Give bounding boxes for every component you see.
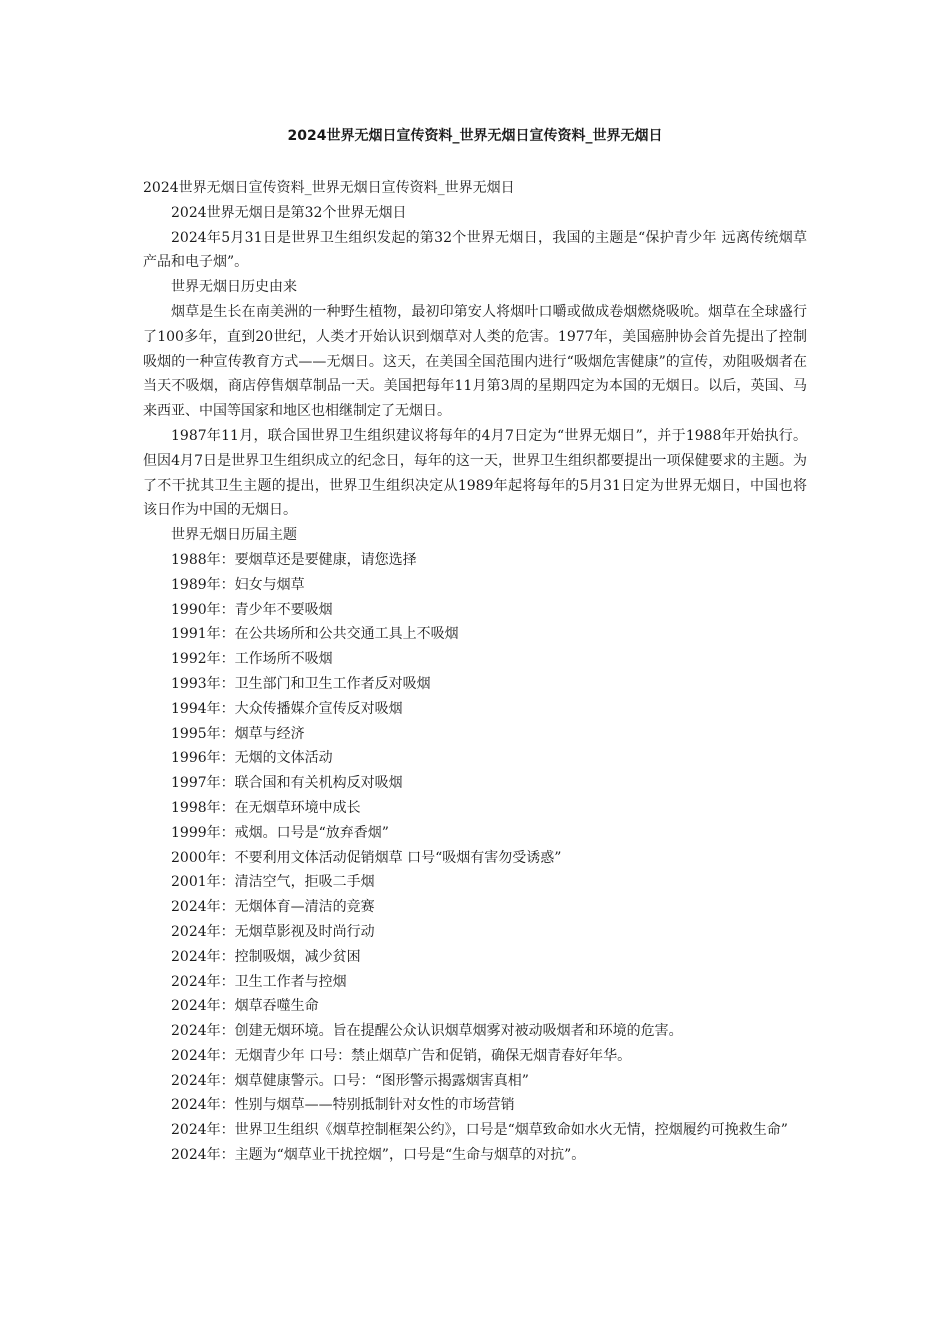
document-title: 2024世界无烟日宣传资料_世界无烟日宣传资料_世界无烟日 [287, 128, 663, 144]
document-subtitle: 2024世界无烟日宣传资料_世界无烟日宣传资料_世界无烟日 [143, 180, 515, 196]
theme-item: 2024年：无烟体育—清洁的竞赛 [171, 899, 375, 916]
theme-item: 1994年：大众传播媒介宣传反对吸烟 [171, 700, 403, 717]
theme-item: 2024年：控制吸烟，减少贫困 [171, 948, 361, 965]
theme-item: 1996年：无烟的文体活动 [171, 750, 333, 767]
theme-item: 1992年：工作场所不吸烟 [171, 651, 333, 668]
theme-item: 2024年：创建无烟环境。旨在提醒公众认识烟草烟雾对被动吸烟者和环境的危害。 [171, 1023, 683, 1040]
theme-item: 1995年：烟草与经济 [171, 725, 305, 742]
history-heading: 世界无烟日历史由来 [171, 279, 297, 296]
theme-item: 2024年：烟草健康警示。口号：“图形警示揭露烟害真相” [171, 1072, 529, 1089]
theme-item: 1991年：在公共场所和公共交通工具上不吸烟 [171, 626, 459, 643]
theme-item: 1988年：要烟草还是要健康，请您选择 [171, 551, 417, 568]
themes-heading: 世界无烟日历届主题 [171, 527, 297, 544]
theme-item: 2024年：烟草吞噬生命 [171, 998, 319, 1015]
theme-item: 2024年：无烟青少年 口号：禁止烟草广告和促销，确保无烟青春好年华。 [171, 1047, 632, 1064]
theme-item: 2024年：性别与烟草——特别抵制针对女性的市场营销 [171, 1097, 515, 1114]
theme-item: 2024年：无烟草影视及时尚行动 [171, 923, 375, 940]
theme-item: 2024年：主题为“烟草业干扰控烟”，口号是“生命与烟草的对抗”。 [171, 1147, 586, 1164]
theme-item: 2024年：卫生工作者与控烟 [171, 973, 347, 990]
theme-item: 2001年：清洁空气，拒吸二手烟 [171, 874, 375, 891]
theme-item: 1989年：妇女与烟草 [171, 576, 305, 593]
intro-heading: 2024世界无烟日是第32个世界无烟日 [171, 204, 407, 221]
theme-item: 1997年：联合国和有关机构反对吸烟 [171, 775, 403, 792]
intro-paragraph: 2024年5月31日是世界卫生组织发起的第32个世界无烟日，我国的主题是“保护青少年 远离传统烟草产品和电子烟”。 [143, 229, 807, 271]
history-paragraph-2: 1987年11月，联合国世界卫生组织建议将每年的4月7日定为“世界无烟日”，并于1988年开始执行。但因4月7日是世界卫生组织成立的纪念日，每年的这一天，世界卫生组织都要提出一项保健要求的主题。为了不干扰其卫生主题的提出，世界卫生组织决定从1989年起将每年的5月31日定为世界无烟日，中国也将该日作为中国的无烟日。 [143, 427, 807, 519]
theme-item: 1998年：在无烟草环境中成长 [171, 799, 361, 816]
theme-item: 1999年：戒烟。口号是“放弃香烟” [171, 824, 389, 841]
theme-item: 2000年：不要利用文体活动促销烟草 口号“吸烟有害勿受诱惑” [171, 849, 562, 866]
document-body [143, 176, 807, 1168]
theme-item: 2024年：世界卫生组织《烟草控制框架公约》，口号是“烟草致命如水火无情，控烟履约可挽救生命” [171, 1122, 788, 1139]
theme-item: 1990年：青少年不要吸烟 [171, 601, 333, 618]
history-paragraph-1: 烟草是生长在南美洲的一种野生植物，最初印第安人将烟叶口嚼或做成卷烟燃烧吸吮。烟草在全球盛行了100多年，直到20世纪，人类才开始认识到烟草对人类的危害。1977年，美国癌肿协会首先提出了控制吸烟的一种宣传教育方式——无烟日。这天，在美国全国范围内进行“吸烟危害健康”的宣传，劝阻吸烟者在当天不吸烟，商店停售烟草制品一天。美国把每年11月第3周的星期四定为本国的无烟日。以后，英国、马来西亚、中国等国家和地区也相继制定了无烟日。 [143, 303, 807, 420]
theme-item: 1993年：卫生部门和卫生工作者反对吸烟 [171, 675, 431, 692]
